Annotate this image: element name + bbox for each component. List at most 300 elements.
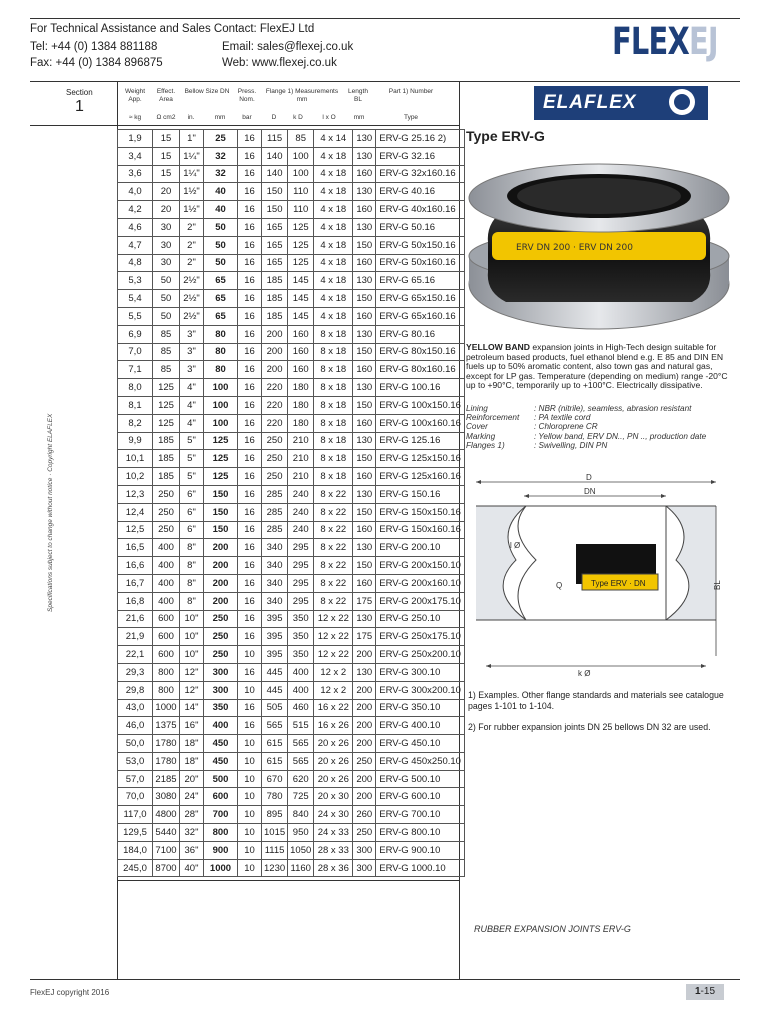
table-cell: 22,1 bbox=[118, 646, 153, 664]
table-row bbox=[118, 450, 465, 468]
table-cell: 200 bbox=[204, 574, 238, 592]
table-cell: 16 bbox=[238, 307, 262, 325]
table-cell: 150 bbox=[353, 396, 376, 414]
table-cell: 150 bbox=[204, 521, 238, 539]
table-cell: 16 bbox=[238, 201, 262, 219]
table-cell: 1160 bbox=[288, 859, 314, 877]
sub-cm2: Ω cm2 bbox=[156, 114, 176, 121]
table-cell: 8,0 bbox=[118, 379, 153, 397]
table-cell: 285 bbox=[262, 485, 288, 503]
table-cell: 130 bbox=[353, 432, 376, 450]
table-cell: 6,9 bbox=[118, 325, 153, 343]
table-cell: 70,0 bbox=[118, 788, 153, 806]
table-row bbox=[118, 236, 465, 254]
table-cell: ERV-G 200.10 bbox=[376, 539, 465, 557]
spec-value: : Yellow band, ERV DN.., PN .., production date bbox=[534, 431, 707, 441]
table-cell: 4 x 18 bbox=[314, 290, 353, 308]
table-cell: 85 bbox=[153, 361, 180, 379]
table-cell: 185 bbox=[153, 450, 180, 468]
table-row bbox=[118, 539, 465, 557]
table-cell: 8 x 18 bbox=[314, 325, 353, 343]
table-cell: 10 bbox=[238, 824, 262, 842]
table-cell: 20 bbox=[153, 201, 180, 219]
table-cell: 16 bbox=[238, 717, 262, 735]
note-1: 1) Examples. Other flange standards and materials see catalogue pages 1-101 to 1-104. bbox=[468, 690, 724, 711]
table-cell: 32 bbox=[204, 147, 238, 165]
table-cell: 8 x 22 bbox=[314, 503, 353, 521]
table-cell: 200 bbox=[204, 592, 238, 610]
table-cell: 50 bbox=[204, 218, 238, 236]
table-cell: 950 bbox=[288, 824, 314, 842]
table-cell: ERV-G 200x150.10 bbox=[376, 557, 465, 575]
table-cell: 4,6 bbox=[118, 218, 153, 236]
table-cell: 300 bbox=[353, 859, 376, 877]
table-cell: 16 bbox=[238, 236, 262, 254]
table-row bbox=[118, 254, 465, 272]
table-cell: 16 bbox=[238, 414, 262, 432]
table-cell: 25 bbox=[204, 130, 238, 148]
spec-value: : Swivelling, DIN PN bbox=[534, 440, 608, 450]
spec-label: Cover bbox=[466, 422, 488, 432]
table-cell: 220 bbox=[262, 379, 288, 397]
table-cell: 340 bbox=[262, 539, 288, 557]
table-cell: ERV-G 32x160.16 bbox=[376, 165, 465, 183]
table-row bbox=[118, 717, 465, 735]
table-cell: ERV-G 150x160.16 bbox=[376, 521, 465, 539]
table-cell: ERV-G 800.10 bbox=[376, 824, 465, 842]
table-cell: 2½" bbox=[180, 272, 204, 290]
table-cell: 10" bbox=[180, 646, 204, 664]
table-cell: 350 bbox=[288, 646, 314, 664]
table-cell: 4,7 bbox=[118, 236, 153, 254]
table-cell: 160 bbox=[353, 201, 376, 219]
table-cell: 4 x 18 bbox=[314, 254, 353, 272]
table-cell: ERV-G 125.16 bbox=[376, 432, 465, 450]
table-row bbox=[118, 290, 465, 308]
table-cell: 8 x 22 bbox=[314, 574, 353, 592]
table-cell: 12 x 22 bbox=[314, 628, 353, 646]
table-cell: 125 bbox=[288, 236, 314, 254]
spec-table bbox=[117, 129, 465, 877]
table-cell: 620 bbox=[288, 770, 314, 788]
table-cell: 340 bbox=[262, 574, 288, 592]
table-cell: 450 bbox=[204, 735, 238, 753]
table-cell: 40 bbox=[204, 183, 238, 201]
table-cell: 250 bbox=[204, 628, 238, 646]
table-cell: 16 bbox=[238, 343, 262, 361]
spec-value: : PA textile cord bbox=[534, 413, 591, 423]
table-row bbox=[118, 218, 465, 236]
table-cell: 150 bbox=[353, 290, 376, 308]
table-cell: 140 bbox=[262, 165, 288, 183]
table-row bbox=[118, 503, 465, 521]
table-cell: ERV-G 125x160.16 bbox=[376, 468, 465, 486]
table-cell: 3,6 bbox=[118, 165, 153, 183]
spec-value: : NBR (nitrile), seamless, abrasion resistant bbox=[534, 404, 692, 413]
table-cell: 4,2 bbox=[118, 201, 153, 219]
table-row bbox=[118, 610, 465, 628]
type-title: Type ERV-G bbox=[466, 128, 545, 144]
table-cell: 20 x 30 bbox=[314, 788, 353, 806]
dimension-diagram bbox=[466, 470, 732, 682]
table-cell: 32 bbox=[204, 165, 238, 183]
table-cell: 16 bbox=[238, 165, 262, 183]
table-cell: 165 bbox=[262, 236, 288, 254]
header-effect: Effect. Area bbox=[156, 88, 176, 103]
table-cell: 2½" bbox=[180, 307, 204, 325]
table-cell: 50 bbox=[204, 236, 238, 254]
table-cell: 125 bbox=[153, 414, 180, 432]
table-cell: 350 bbox=[204, 699, 238, 717]
table-cell: 65 bbox=[204, 272, 238, 290]
table-cell: ERV-G 450x250.10 bbox=[376, 752, 465, 770]
table-cell: 5,3 bbox=[118, 272, 153, 290]
sub-bar: bar bbox=[242, 114, 252, 121]
table-cell: 20 bbox=[153, 183, 180, 201]
table-cell: 10 bbox=[238, 859, 262, 877]
table-row bbox=[118, 788, 465, 806]
table-cell: 150 bbox=[353, 557, 376, 575]
contact-email[interactable]: Email: sales@flexej.co.uk bbox=[222, 41, 354, 53]
table-cell: 8,1 bbox=[118, 396, 153, 414]
table-cell: ERV-G 150x150.16 bbox=[376, 503, 465, 521]
table-cell: 200 bbox=[353, 735, 376, 753]
table-cell: 2" bbox=[180, 254, 204, 272]
table-cell: 300 bbox=[353, 841, 376, 859]
table-cell: 10 bbox=[238, 788, 262, 806]
table-cell: 2" bbox=[180, 236, 204, 254]
sub-lxo: l x O bbox=[322, 114, 336, 121]
table-cell: 160 bbox=[353, 165, 376, 183]
product-description: YELLOW BAND expansion joints in High-Tech design suitable for petroleum based products, fuel ethanol blend e.g. E 85 and DIN EN fuels up to 50% aromatic content, also town gas and natural gas, except for LP gas. Temperature (depending on medium) range -20°C up to +90°C, temporarily up to +100°C. Electrically dissipative. bbox=[466, 342, 728, 391]
table-cell: 1½" bbox=[180, 201, 204, 219]
table-cell: 160 bbox=[353, 468, 376, 486]
top-rule bbox=[30, 18, 740, 19]
table-cell: 200 bbox=[204, 539, 238, 557]
table-cell: 4" bbox=[180, 396, 204, 414]
table-cell: 445 bbox=[262, 663, 288, 681]
table-cell: 130 bbox=[353, 379, 376, 397]
table-cell: 400 bbox=[204, 717, 238, 735]
contact-line: For Technical Assistance and Sales Contact: FlexEJ Ltd bbox=[30, 23, 315, 35]
table-cell: 12,5 bbox=[118, 521, 153, 539]
table-cell: 4 x 14 bbox=[314, 130, 353, 148]
table-cell: 400 bbox=[288, 681, 314, 699]
table-cell: 85 bbox=[153, 325, 180, 343]
table-cell: 5440 bbox=[153, 824, 180, 842]
table-cell: 8 x 18 bbox=[314, 450, 353, 468]
table-cell: 175 bbox=[353, 628, 376, 646]
table-cell: 15 bbox=[153, 165, 180, 183]
table-cell: 4800 bbox=[153, 806, 180, 824]
table-cell: 600 bbox=[153, 628, 180, 646]
table-cell: ERV-G 65.16 bbox=[376, 272, 465, 290]
table-cell: 15 bbox=[153, 147, 180, 165]
table-row bbox=[118, 325, 465, 343]
table-cell: 125 bbox=[153, 396, 180, 414]
table-cell: 200 bbox=[262, 343, 288, 361]
table-cell: 220 bbox=[262, 414, 288, 432]
table-cell: 16,7 bbox=[118, 574, 153, 592]
table-cell: 40" bbox=[180, 859, 204, 877]
table-cell: 210 bbox=[288, 450, 314, 468]
table-cell: 10 bbox=[238, 646, 262, 664]
side-notice: Specifications subject to change without notice · Copyright ELAFLEX bbox=[47, 413, 54, 612]
dim-ko: k Ø bbox=[578, 669, 591, 678]
table-row bbox=[118, 307, 465, 325]
table-cell: 445 bbox=[262, 681, 288, 699]
table-row bbox=[118, 272, 465, 290]
dim-q: Q bbox=[556, 581, 563, 590]
table-cell: 6" bbox=[180, 503, 204, 521]
contact-fax: Fax: +44 (0) 1384 896875 bbox=[30, 57, 163, 69]
table-cell: 16 bbox=[238, 610, 262, 628]
table-cell: 240 bbox=[288, 485, 314, 503]
table-cell: 10 bbox=[238, 735, 262, 753]
table-cell: ERV-G 100x160.16 bbox=[376, 414, 465, 432]
band-label: Type ERV · DN bbox=[591, 579, 646, 588]
table-cell: 8" bbox=[180, 574, 204, 592]
table-cell: 200 bbox=[262, 361, 288, 379]
table-cell: 165 bbox=[262, 254, 288, 272]
table-row bbox=[118, 165, 465, 183]
table-cell: 8,2 bbox=[118, 414, 153, 432]
table-cell: ERV-G 65x160.16 bbox=[376, 307, 465, 325]
table-cell: 5,5 bbox=[118, 307, 153, 325]
table-row bbox=[118, 130, 465, 148]
section-number: 1 bbox=[75, 98, 84, 115]
table-cell: 130 bbox=[353, 183, 376, 201]
table-cell: 140 bbox=[262, 147, 288, 165]
table-cell: 565 bbox=[288, 735, 314, 753]
table-cell: 4 x 18 bbox=[314, 147, 353, 165]
spec-label: Flanges 1) bbox=[466, 440, 505, 450]
table-cell: 24 x 33 bbox=[314, 824, 353, 842]
table-cell: 145 bbox=[288, 307, 314, 325]
spec-label: Reinforcement bbox=[466, 413, 520, 423]
table-cell: 8700 bbox=[153, 859, 180, 877]
table-cell: 16 bbox=[238, 468, 262, 486]
table-cell: 250 bbox=[204, 610, 238, 628]
contact-web[interactable]: Web: www.flexej.co.uk bbox=[222, 57, 337, 69]
table-cell: 8 x 18 bbox=[314, 343, 353, 361]
table-cell: 130 bbox=[353, 272, 376, 290]
table-cell: 700 bbox=[204, 806, 238, 824]
table-cell: 150 bbox=[262, 183, 288, 201]
table-cell: 10,1 bbox=[118, 450, 153, 468]
table-cell: 5,4 bbox=[118, 290, 153, 308]
table-cell: 6" bbox=[180, 521, 204, 539]
table-cell: 185 bbox=[262, 290, 288, 308]
table-cell: 180 bbox=[288, 396, 314, 414]
table-cell: 12,4 bbox=[118, 503, 153, 521]
table-row bbox=[118, 574, 465, 592]
table-cell: 50 bbox=[153, 290, 180, 308]
table-cell: 50 bbox=[204, 254, 238, 272]
table-cell: 130 bbox=[353, 218, 376, 236]
header-flange: Flange 1) Measurements mm bbox=[265, 88, 339, 103]
table-cell: 615 bbox=[262, 752, 288, 770]
table-cell: 8" bbox=[180, 557, 204, 575]
table-cell: 8 x 22 bbox=[314, 557, 353, 575]
sub-in: in. bbox=[187, 114, 195, 121]
table-cell: 80 bbox=[204, 343, 238, 361]
table-cell: 725 bbox=[288, 788, 314, 806]
table-cell: ERV-G 50x160.16 bbox=[376, 254, 465, 272]
table-cell: 7100 bbox=[153, 841, 180, 859]
table-cell: 1780 bbox=[153, 735, 180, 753]
photo-band-text: ERV DN 200 · ERV DN 200 bbox=[516, 243, 633, 253]
table-cell: 80 bbox=[204, 325, 238, 343]
table-cell: 250 bbox=[262, 432, 288, 450]
dim-bl: BL bbox=[713, 580, 722, 590]
table-cell: ERV-G 50x150.16 bbox=[376, 236, 465, 254]
table-cell: 4" bbox=[180, 414, 204, 432]
table-cell: 20 x 26 bbox=[314, 752, 353, 770]
table-cell: 800 bbox=[204, 824, 238, 842]
table-cell: ERV-G 50.16 bbox=[376, 218, 465, 236]
table-cell: 1¼" bbox=[180, 147, 204, 165]
table-cell: 24 x 30 bbox=[314, 806, 353, 824]
table-cell: 100 bbox=[204, 414, 238, 432]
table-cell: 160 bbox=[353, 254, 376, 272]
table-row bbox=[118, 592, 465, 610]
table-cell: 16 bbox=[238, 485, 262, 503]
table-cell: 295 bbox=[288, 574, 314, 592]
table-cell: ERV-G 65x150.16 bbox=[376, 290, 465, 308]
table-cell: 180 bbox=[288, 414, 314, 432]
table-row bbox=[118, 557, 465, 575]
table-cell: 160 bbox=[288, 325, 314, 343]
table-row bbox=[118, 432, 465, 450]
table-cell: 895 bbox=[262, 806, 288, 824]
table-cell: 50 bbox=[153, 307, 180, 325]
table-cell: 260 bbox=[353, 806, 376, 824]
table-cell: 115 bbox=[262, 130, 288, 148]
table-cell: ERV-G 40x160.16 bbox=[376, 201, 465, 219]
table-cell: 240 bbox=[288, 503, 314, 521]
table-cell: 50 bbox=[153, 272, 180, 290]
table-cell: 200 bbox=[262, 325, 288, 343]
table-cell: 210 bbox=[288, 468, 314, 486]
table-cell: 150 bbox=[353, 503, 376, 521]
table-cell: 150 bbox=[204, 485, 238, 503]
table-cell: 18" bbox=[180, 735, 204, 753]
table-cell: 340 bbox=[262, 557, 288, 575]
table-cell: 65 bbox=[204, 307, 238, 325]
table-cell: 1375 bbox=[153, 717, 180, 735]
table-cell: 85 bbox=[288, 130, 314, 148]
table-cell: 150 bbox=[353, 236, 376, 254]
table-cell: 450 bbox=[204, 752, 238, 770]
table-cell: 200 bbox=[353, 770, 376, 788]
table-row bbox=[118, 770, 465, 788]
header-rule bbox=[30, 81, 740, 82]
table-cell: 4 x 18 bbox=[314, 218, 353, 236]
table-cell: 57,0 bbox=[118, 770, 153, 788]
table-cell: 10 bbox=[238, 841, 262, 859]
table-cell: 16 bbox=[238, 663, 262, 681]
table-cell: 16 bbox=[238, 218, 262, 236]
table-cell: 200 bbox=[353, 681, 376, 699]
table-cell: 250 bbox=[153, 503, 180, 521]
sub-type: Type bbox=[403, 114, 419, 121]
table-cell: 7,0 bbox=[118, 343, 153, 361]
table-cell: 200 bbox=[353, 646, 376, 664]
table-cell: 10,2 bbox=[118, 468, 153, 486]
header-length: Length BL bbox=[348, 88, 368, 103]
header-part: Part 1) Number bbox=[388, 88, 434, 95]
table-cell: 500 bbox=[204, 770, 238, 788]
table-cell: 29,3 bbox=[118, 663, 153, 681]
table-cell: ERV-G 500.10 bbox=[376, 770, 465, 788]
table-cell: 50,0 bbox=[118, 735, 153, 753]
table-row bbox=[118, 859, 465, 877]
table-cell: ERV-G 200x175.10 bbox=[376, 592, 465, 610]
table-cell: ERV-G 25.16 2) bbox=[376, 130, 465, 148]
table-cell: 10 bbox=[238, 770, 262, 788]
table-cell: 21,6 bbox=[118, 610, 153, 628]
table-cell: 16 bbox=[238, 290, 262, 308]
table-cell: 28 x 33 bbox=[314, 841, 353, 859]
header-press: Press. Nom. bbox=[237, 88, 257, 103]
table-cell: 250 bbox=[204, 646, 238, 664]
table-cell: 780 bbox=[262, 788, 288, 806]
table-row bbox=[118, 663, 465, 681]
table-cell: 245,0 bbox=[118, 859, 153, 877]
table-cell: ERV-G 450.10 bbox=[376, 735, 465, 753]
table-cell: 150 bbox=[204, 503, 238, 521]
table-cell: 110 bbox=[288, 201, 314, 219]
table-row bbox=[118, 752, 465, 770]
table-cell: 100 bbox=[204, 396, 238, 414]
table-cell: 16 bbox=[238, 361, 262, 379]
table-cell: 130 bbox=[353, 147, 376, 165]
table-cell: 900 bbox=[204, 841, 238, 859]
header-bellow: Bellow Size DN bbox=[184, 88, 230, 95]
spec-label: Lining bbox=[466, 404, 488, 413]
table-cell: ERV-G 100x150.16 bbox=[376, 396, 465, 414]
table-cell: 1050 bbox=[288, 841, 314, 859]
note-2: 2) For rubber expansion joints DN 25 bellows DN 32 are used. bbox=[468, 722, 711, 732]
table-cell: 16 x 22 bbox=[314, 699, 353, 717]
table-cell: 285 bbox=[262, 503, 288, 521]
spec-value: : Chloroprene CR bbox=[534, 422, 598, 432]
table-cell: 12,3 bbox=[118, 485, 153, 503]
table-cell: 1015 bbox=[262, 824, 288, 842]
table-cell: 4 x 18 bbox=[314, 165, 353, 183]
table-cell: 16 bbox=[238, 325, 262, 343]
table-row bbox=[118, 485, 465, 503]
table-cell: 16 x 26 bbox=[314, 717, 353, 735]
table-cell: ERV-G 300x200.10 bbox=[376, 681, 465, 699]
page-number: 1-15 bbox=[686, 984, 724, 1000]
sub-mm2: mm bbox=[353, 114, 365, 121]
table-cell: 7,1 bbox=[118, 361, 153, 379]
table-cell: 505 bbox=[262, 699, 288, 717]
table-cell: 29,8 bbox=[118, 681, 153, 699]
table-cell: 400 bbox=[288, 663, 314, 681]
table-cell: 185 bbox=[262, 272, 288, 290]
table-cell: 15 bbox=[153, 130, 180, 148]
table-cell: 125 bbox=[288, 254, 314, 272]
table-cell: 12" bbox=[180, 681, 204, 699]
table-row bbox=[118, 521, 465, 539]
table-cell: 3080 bbox=[153, 788, 180, 806]
table-cell: 8 x 22 bbox=[314, 592, 353, 610]
spec-label: Marking bbox=[466, 431, 496, 441]
table-row bbox=[118, 361, 465, 379]
